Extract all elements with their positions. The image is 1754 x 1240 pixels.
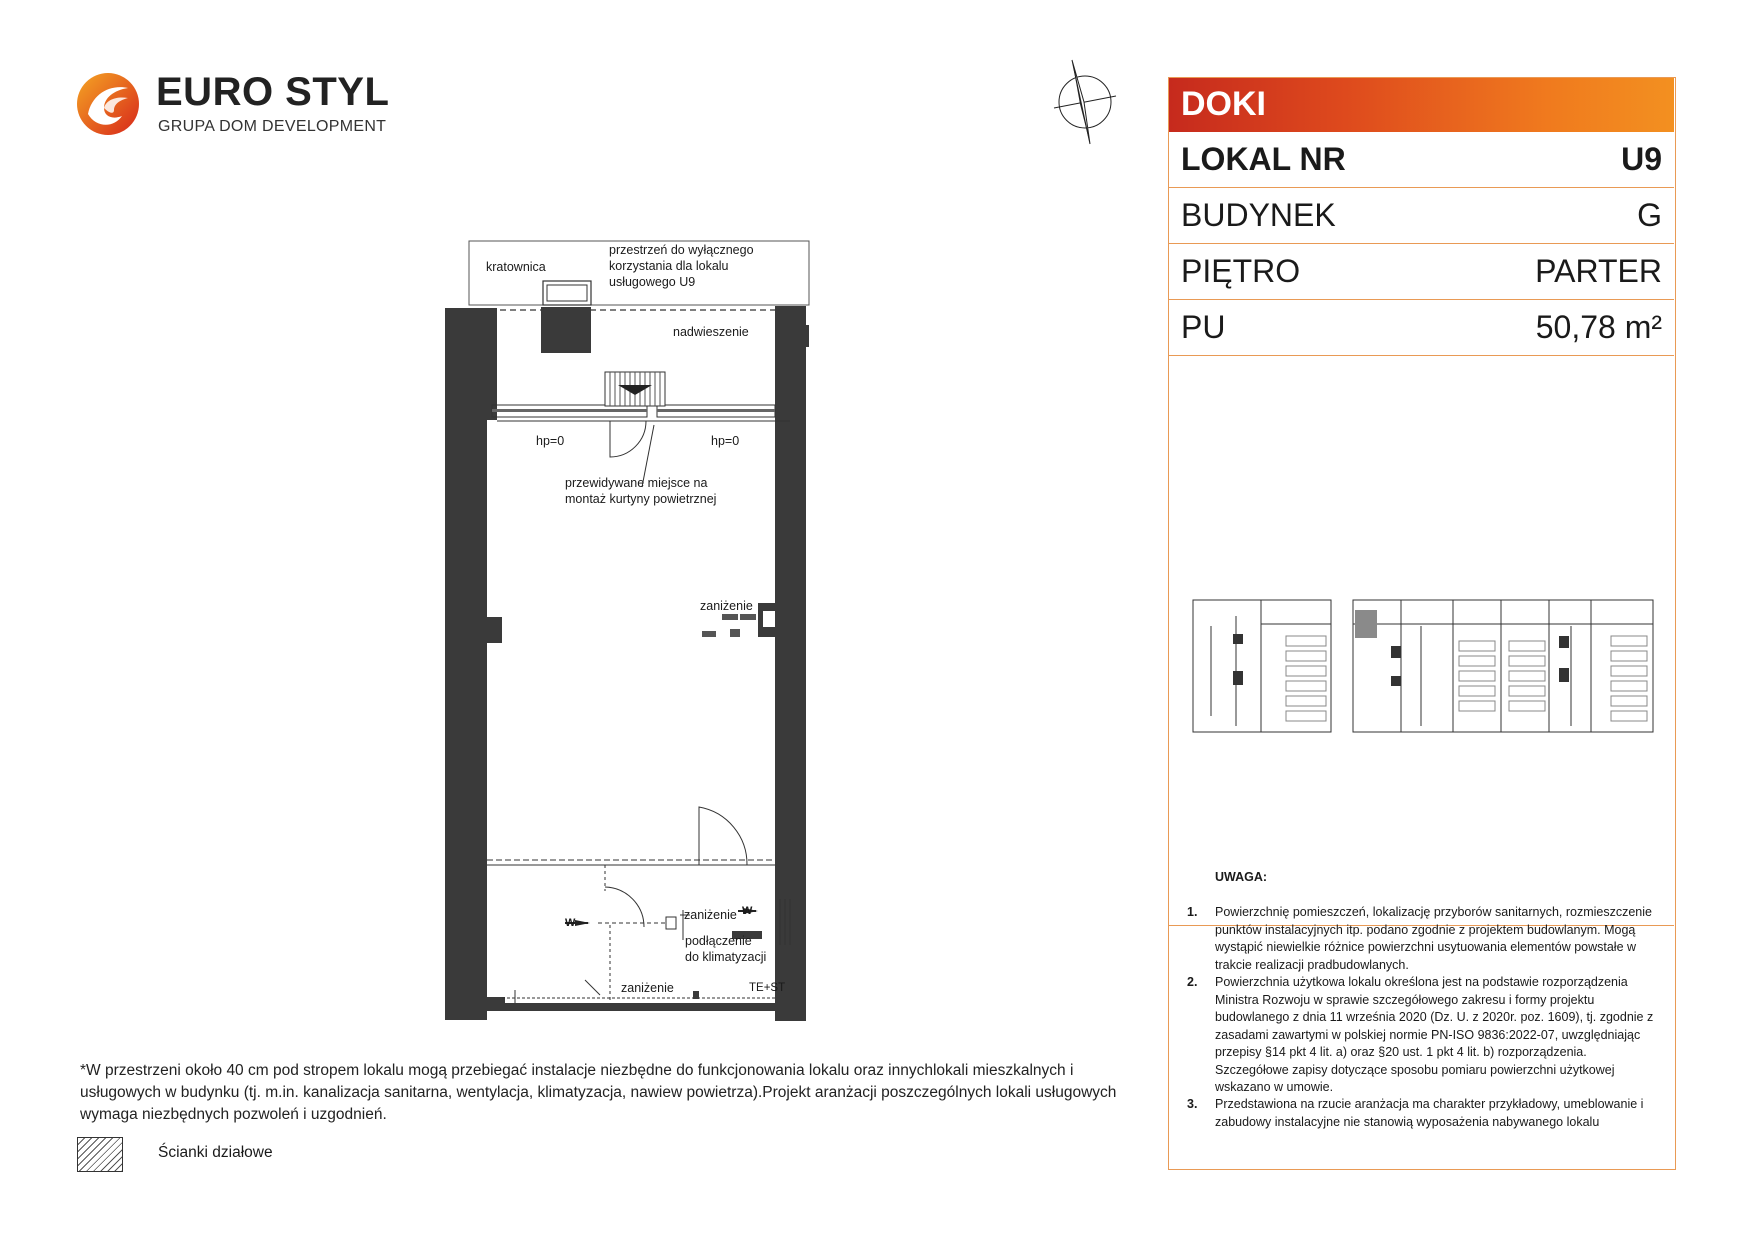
row-building — [1169, 188, 1674, 244]
label-zanizenie-2: zaniżenie — [684, 908, 737, 922]
note-number: 1. — [1187, 905, 1198, 919]
floor-plan-drawing — [440, 235, 820, 1035]
label-nadwieszenie: nadwieszenie — [673, 325, 749, 339]
label-exclusive-space-2: korzystania dla lokalu — [609, 259, 729, 273]
label-exclusive-space-1: przestrzeń do wyłącznego — [609, 243, 754, 257]
north-arrow-icon — [1050, 58, 1120, 150]
unit-number-label: LOKAL NR — [1181, 141, 1346, 177]
label-zanizenie-3: zaniżenie — [621, 981, 674, 995]
floor-label: PIĘTRO — [1181, 253, 1301, 289]
highlighted-unit-marker — [1355, 610, 1377, 638]
floor-plan — [440, 235, 820, 1035]
label-klima-1: podłączenie — [685, 934, 752, 948]
row-area — [1169, 300, 1674, 356]
label-exclusive-space-3: usługowego U9 — [609, 275, 696, 289]
area-label: PU — [1181, 309, 1226, 345]
unit-info-panel — [1168, 77, 1676, 1170]
project-name: DOKI — [1181, 85, 1266, 123]
label-zanizenie-1: zaniżenie — [700, 599, 753, 613]
unit-number-value: U9 — [1621, 141, 1662, 177]
note-number: 3. — [1187, 1097, 1198, 1111]
label-kratownica: kratownica — [486, 260, 546, 274]
key-plan-area — [1169, 356, 1674, 926]
row-unit-number — [1169, 132, 1674, 188]
flame-logo-icon — [74, 70, 142, 138]
note-text: Powierzchnię pomieszczeń, lokalizację przyborów sanitarnych, rozmieszczenie punktów instalacyjnych itp. podano zgodnie z projektem budowlanym. Mogą wystąpić niewielkie różnice powierzchni usytuowania elementów powstałe w trakcie realizacji pradbudowlanych. — [1215, 905, 1652, 972]
footnote: *W przestrzeni około 40 cm pod stropem lokalu mogą przebiegać instalacje niezbędne do funkcjonowania lokalu oraz innychlokali mieszkalnych i usługowych w budynku (tj. m.in. kanalizacja sanitarna, wentylacja, klimatyzacja, nawiew powietrza).Projekt aranżacji poszczególnych lokali usługowych wymaga niezbędnych pozwoleń i uzgodnień. — [80, 1062, 1117, 1123]
notes-section — [1187, 870, 1657, 1160]
note-text: Powierzchnia użytkowa lokalu określona jest na podstawie rozporządzenia Ministra Rozwoju w sprawie szczegółowego zakresu i formy projektu budowlanego z dnia 11 września 2020 (Dz. U. z 2020r. poz. 1609), tj. zgodnie z zasadami zawartymi w polskiej normie PN-ISO 9836:2022-07, uwzględniając przepisy §14 pkt 4 lit. a) oraz §20 ust. 1 pkt 4 lit. b) rozporządzenia. Szczegółowe zapisy dotyczące sposobu pomiaru powierzchni użytkowej wskazano w umowie. — [1215, 975, 1654, 1094]
legend-hatch-swatch — [77, 1137, 123, 1172]
notes-title: UWAGA: — [1215, 870, 1268, 884]
label-air-curtain-2: montaż kurtyny powietrznej — [565, 492, 717, 506]
label-te-st: TE+ST — [749, 982, 786, 994]
legend-label: Ścianki działowe — [158, 1144, 273, 1161]
note-number: 2. — [1187, 975, 1198, 989]
floor-value: PARTER — [1535, 253, 1662, 289]
area-value: 50,78 m² — [1535, 309, 1662, 345]
label-hp-left: hp=0 — [536, 434, 565, 448]
company-logo — [74, 70, 394, 140]
label-hp-right: hp=0 — [711, 434, 740, 448]
label-w-right: W — [742, 905, 753, 917]
brand-subtitle: GRUPA DOM DEVELOPMENT — [158, 118, 387, 135]
label-klima-2: do klimatyzacji — [685, 950, 767, 964]
row-floor — [1169, 244, 1674, 300]
label-w-left: W — [565, 917, 576, 929]
note-text: Przedstawiona na rzucie aranżacja ma charakter przykładowy, umeblowanie i zabudowy instalacyjne nie stanowią wyposażenia nabywanego lokalu — [1215, 1097, 1644, 1129]
label-air-curtain-1: przewidywane miejsce na — [565, 476, 708, 490]
key-plan-drawing — [1191, 596, 1661, 741]
building-value: G — [1637, 197, 1662, 233]
building-label: BUDYNEK — [1181, 197, 1336, 233]
brand-name: EURO STYL — [156, 70, 390, 114]
panel-header — [1169, 78, 1674, 132]
